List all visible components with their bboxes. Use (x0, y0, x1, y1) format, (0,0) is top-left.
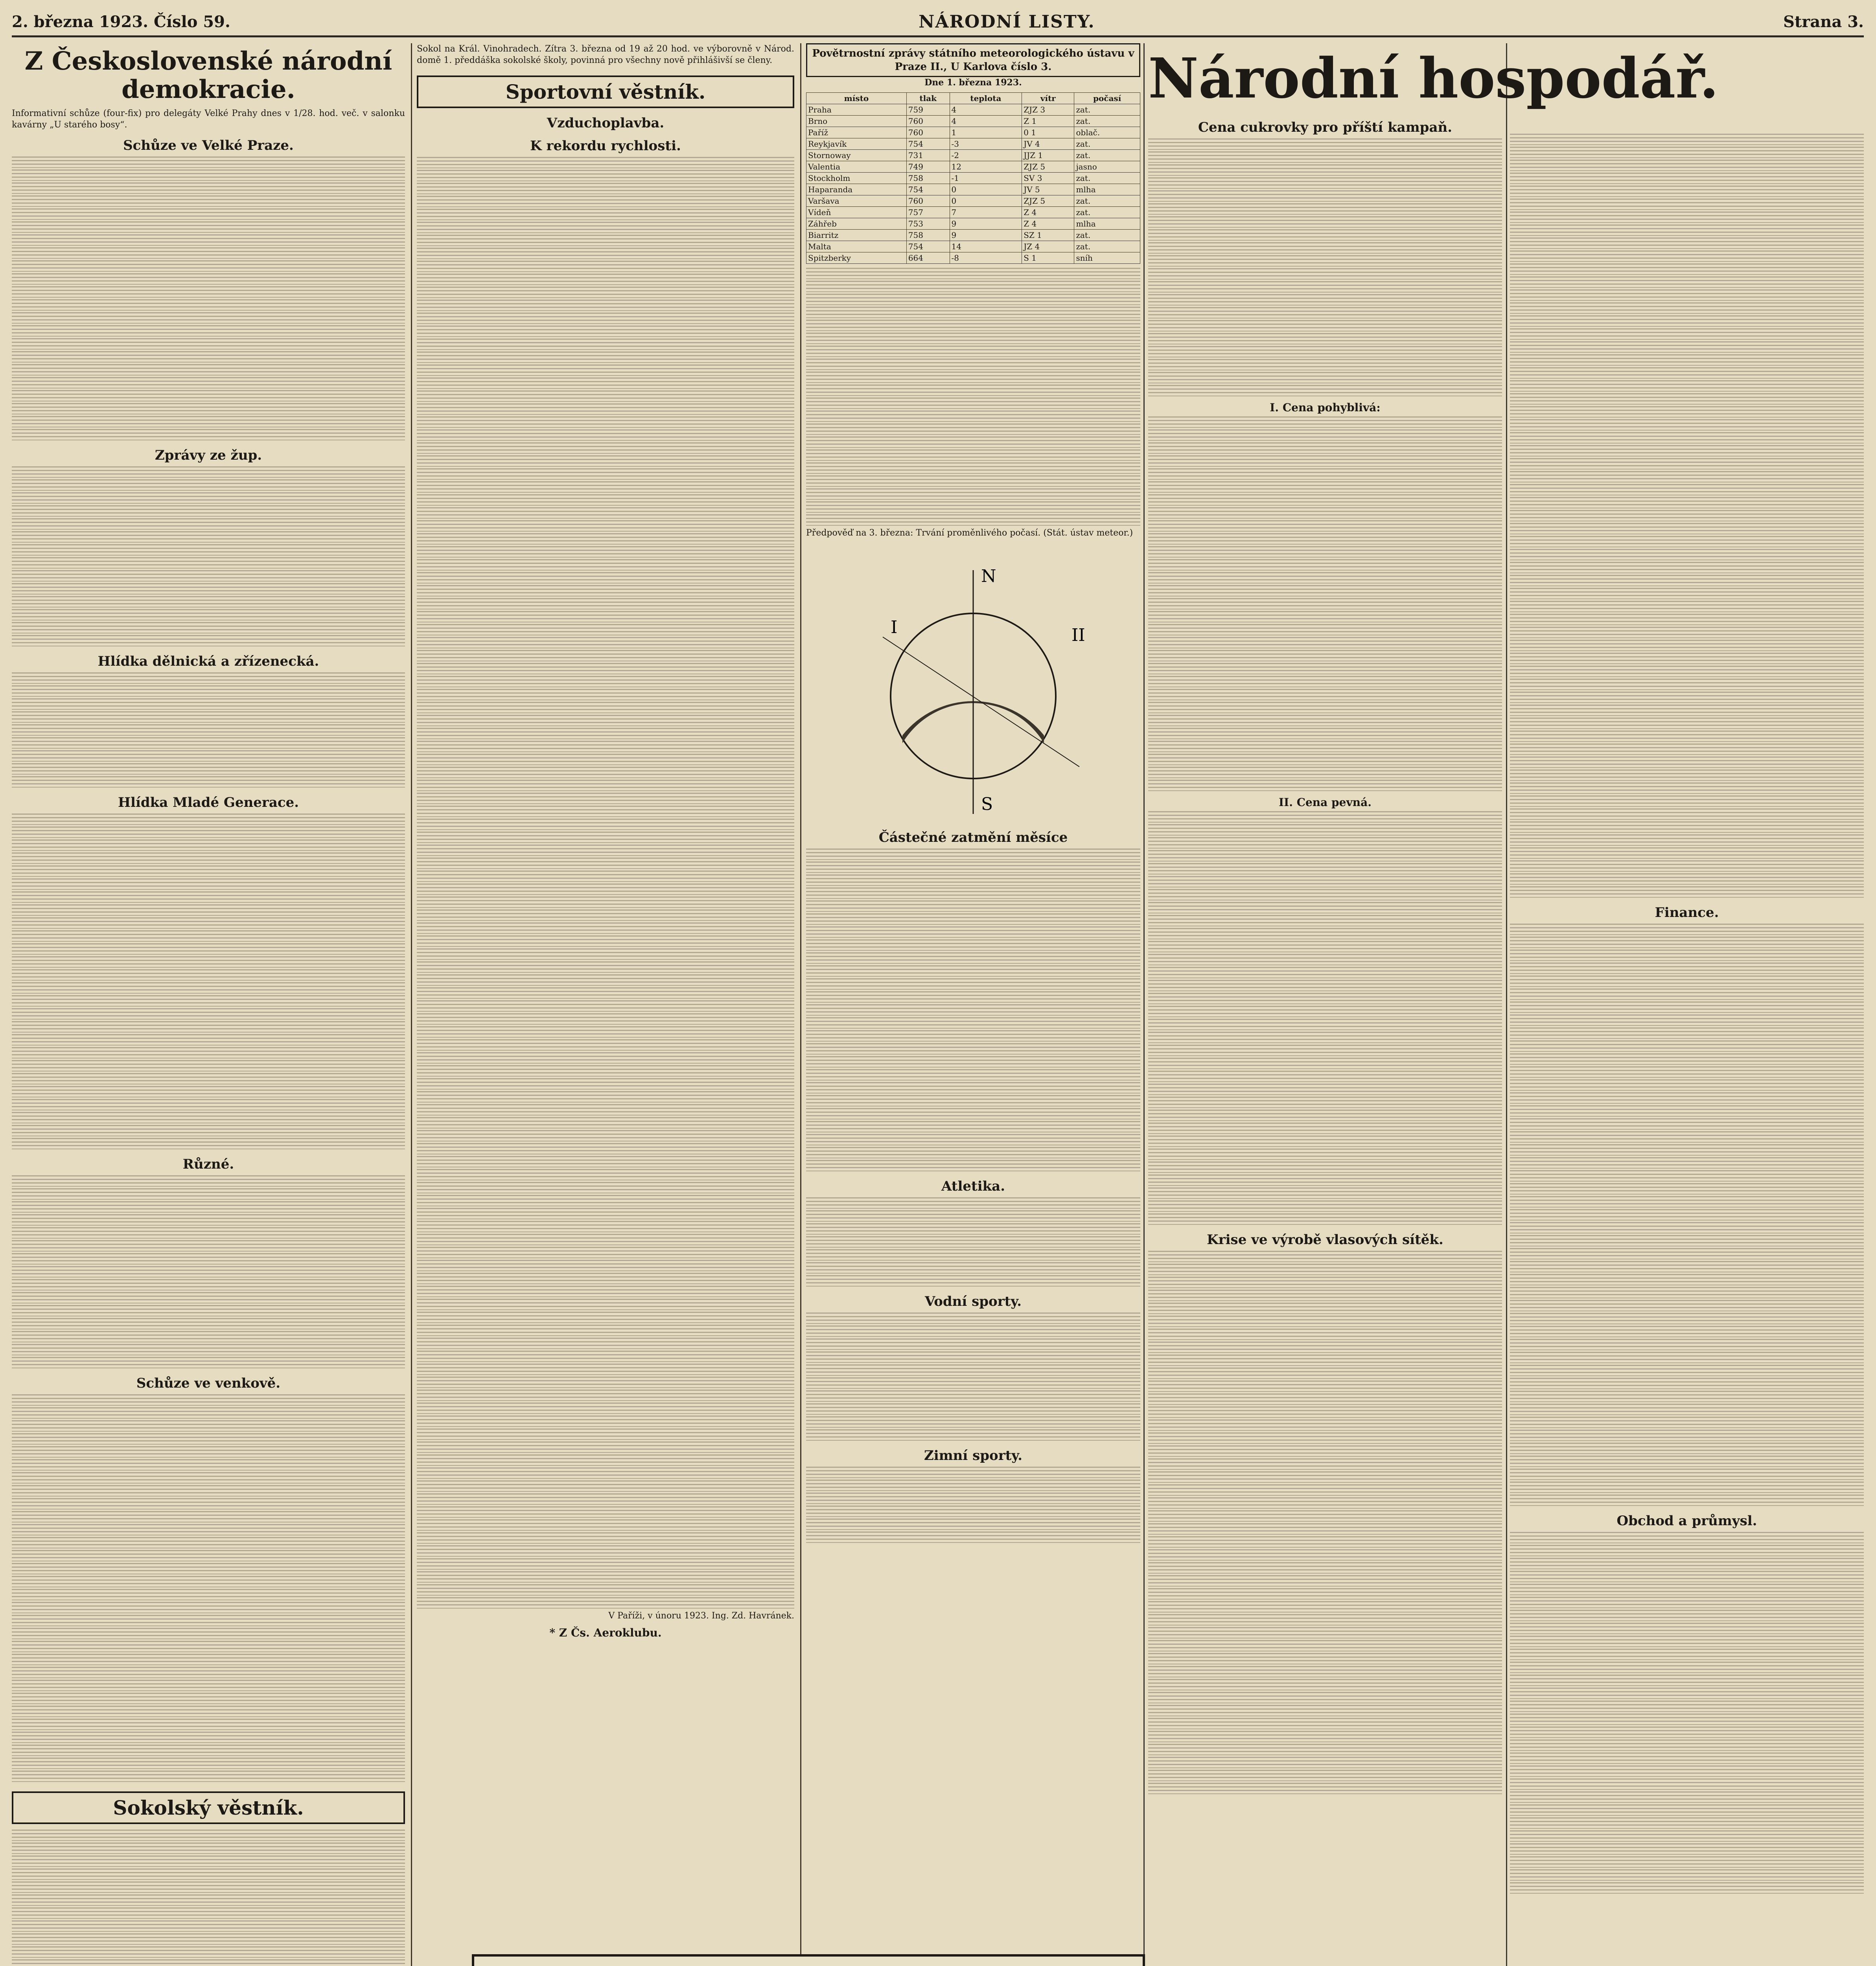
sokol-box (12, 1791, 405, 1824)
table-cell: zat. (1074, 173, 1140, 184)
weather-date: Dne 1. března 1923. (924, 77, 1022, 88)
section-title: Z Československé národní demokracie. (24, 46, 392, 104)
table-row (806, 252, 1140, 264)
table-cell: zat. (1074, 104, 1140, 116)
table-cell: Stockholm (806, 173, 907, 184)
subheading: Vzduchoplavba. (547, 115, 665, 131)
column-rule (1143, 43, 1145, 1966)
table-cell: 749 (906, 161, 950, 173)
table-cell: 760 (906, 127, 950, 138)
table-cell: zat. (1074, 230, 1140, 241)
table-cell: JJZ 1 (1022, 150, 1074, 161)
table-cell: 760 (906, 195, 950, 207)
column-national-democracy (12, 43, 405, 1966)
table-cell: Biarritz (806, 230, 907, 241)
page-number: Strana 3. (1783, 12, 1864, 31)
table-cell: ZJZ 5 (1022, 161, 1074, 173)
table-row (806, 138, 1140, 150)
table-cell: 9 (950, 230, 1022, 241)
table-cell: Spitzberky (806, 252, 907, 264)
table-cell: SV 3 (1022, 173, 1074, 184)
sokol-title: Sokolský věstník. (113, 1796, 304, 1819)
subheading: Zimní sporty. (924, 1448, 1023, 1463)
subheading: Vodní sporty. (924, 1294, 1022, 1309)
column-rule (411, 43, 412, 1966)
table-cell: sníh (1074, 252, 1140, 264)
subheading: Obchod a průmysl. (1616, 1513, 1757, 1529)
table-cell: 754 (906, 138, 950, 150)
table-cell: ZJZ 5 (1022, 195, 1074, 207)
table-cell: SZ 1 (1022, 230, 1074, 241)
table-cell: Malta (806, 241, 907, 252)
weather-title: Povětrnostní zprávy státního meteorologického ústavu v Praze II., U Karlova číslo 3. (806, 43, 1140, 77)
table-cell: 4 (950, 104, 1022, 116)
table-header-cell: místo (806, 93, 907, 104)
table-cell: 754 (906, 241, 950, 252)
column-rule (1506, 43, 1507, 1966)
eclipse-title: Částečné zatmění měsíce (878, 830, 1068, 845)
table-cell: jasno (1074, 161, 1140, 173)
column-sport (417, 43, 794, 1966)
sport-box (417, 75, 794, 108)
table-cell: zat. (1074, 207, 1140, 218)
table-header-cell: tlak (906, 93, 950, 104)
table-cell: 9 (950, 218, 1022, 230)
table-row (806, 173, 1140, 184)
table-cell: Záhřeb (806, 218, 907, 230)
table-cell: ZJZ 3 (1022, 104, 1074, 116)
table-cell: zat. (1074, 116, 1140, 127)
table-cell: zat. (1074, 195, 1140, 207)
table-cell: 0 (950, 195, 1022, 207)
table-cell: 758 (906, 173, 950, 184)
subheading: Cena cukrovky pro příští kampaň. (1198, 120, 1453, 135)
table-row (806, 116, 1140, 127)
eclipse-diagram (836, 547, 1111, 822)
diagram-label-i: I (891, 617, 898, 637)
table-cell: Z 4 (1022, 218, 1074, 230)
table-header-cell: vítr (1022, 93, 1074, 104)
table-row (806, 150, 1140, 161)
table-header (806, 93, 1140, 104)
forecast: Předpověď na 3. března: Trvání proměnlivého počasí. (Stát. ústav meteor.) (806, 528, 1133, 538)
subheading: Hlídka dělnická a zřízenecká. (98, 653, 319, 669)
weather-table (806, 92, 1140, 264)
table-cell: Brno (806, 116, 907, 127)
advertisement-portrait (472, 1954, 1145, 1966)
column-weather (806, 43, 1140, 1966)
column-finance (1510, 134, 1864, 1966)
table-cell: oblač. (1074, 127, 1140, 138)
subheading: * Z Čs. Aeroklubu. (549, 1626, 662, 1639)
table-cell: zat. (1074, 241, 1140, 252)
table-row (806, 207, 1140, 218)
subheading: Zprávy ze žup. (155, 447, 262, 463)
page-header (12, 8, 1864, 37)
sport-title: Sportovní věstník. (505, 80, 706, 103)
table-cell: 7 (950, 207, 1022, 218)
subheading: Hlídka Mladé Generace. (118, 795, 299, 810)
table-cell: 758 (906, 230, 950, 241)
subheading: Krise ve výrobě vlasových sítěk. (1207, 1232, 1443, 1248)
table-row (806, 195, 1140, 207)
table-row (806, 127, 1140, 138)
diagram-label-ii: II (1071, 625, 1085, 645)
table-cell: Praha (806, 104, 907, 116)
table-cell: 759 (906, 104, 950, 116)
subheading: K rekordu rychlosti. (530, 138, 681, 154)
column-rule (800, 43, 801, 1966)
table-cell: 754 (906, 184, 950, 195)
table-cell: mlha (1074, 184, 1140, 195)
table-header-cell: teplota (950, 93, 1022, 104)
table-cell: -1 (950, 173, 1022, 184)
subheading: Atletika. (941, 1178, 1005, 1194)
diagram-label-s: S (981, 794, 993, 814)
issue-date: 2. března 1923. Číslo 59. (12, 12, 230, 31)
table-cell: -8 (950, 252, 1022, 264)
table-cell: 4 (950, 116, 1022, 127)
subheading: Finance. (1655, 905, 1719, 920)
economy-title: Národní hospodář. (1148, 46, 1719, 111)
subheading: II. Cena pevná. (1279, 796, 1372, 809)
table-cell: JV 4 (1022, 138, 1074, 150)
table-header-cell: počasí (1074, 93, 1140, 104)
table-cell: 14 (950, 241, 1022, 252)
table-cell: Valentia (806, 161, 907, 173)
table-row (806, 104, 1140, 116)
subheading: Schůze ve venkově. (136, 1375, 281, 1391)
table-row (806, 161, 1140, 173)
path-line (883, 637, 1079, 767)
table-cell: Paříž (806, 127, 907, 138)
table-cell: mlha (1074, 218, 1140, 230)
subheading: I. Cena pohyblivá: (1270, 401, 1381, 414)
table-cell: -2 (950, 150, 1022, 161)
table-cell: Z 4 (1022, 207, 1074, 218)
table-cell: 0 1 (1022, 127, 1074, 138)
table-cell: Z 1 (1022, 116, 1074, 127)
table-cell: 0 (950, 184, 1022, 195)
intro-paragraph: Informativní schůze (four-fix) pro delegáty Velké Prahy dnes v 1/28. hod. več. v salonku kavárny „U starého bosy“. (12, 109, 405, 130)
table-cell: Reykjavík (806, 138, 907, 150)
subheading: Různé. (182, 1156, 234, 1172)
table-row (806, 241, 1140, 252)
signature: V Paříži, v únoru 1923. Ing. Zd. Havránek. (608, 1611, 794, 1621)
diagram-label-n: N (981, 566, 996, 586)
table-cell: Vídeň (806, 207, 907, 218)
table-cell: zat. (1074, 138, 1140, 150)
table-row (806, 184, 1140, 195)
masthead: NÁRODNÍ LISTY. (919, 11, 1095, 32)
table-row (806, 230, 1140, 241)
table-cell: 753 (906, 218, 950, 230)
table-cell: Stornoway (806, 150, 907, 161)
table-cell: zat. (1074, 150, 1140, 161)
table-cell: JV 5 (1022, 184, 1074, 195)
table-cell: 12 (950, 161, 1022, 173)
table-cell: 757 (906, 207, 950, 218)
table-row (806, 218, 1140, 230)
table-body (806, 104, 1140, 264)
table-cell: 1 (950, 127, 1022, 138)
table-cell: 760 (906, 116, 950, 127)
table-cell: -3 (950, 138, 1022, 150)
table-cell: Haparanda (806, 184, 907, 195)
subheading: Schůze ve Velké Praze. (123, 138, 294, 153)
table-cell: S 1 (1022, 252, 1074, 264)
table-cell: 664 (906, 252, 950, 264)
table-cell: JZ 4 (1022, 241, 1074, 252)
table-cell: Varšava (806, 195, 907, 207)
table-cell: 731 (906, 150, 950, 161)
sokol-notice: Sokol na Král. Vinohradech. Zítra 3. března od 19 až 20 hod. ve výborovně v Národ. domě 1. předdáška sokolské školy, povinná pro všechny nově přihlášivší se členy. (417, 44, 794, 65)
